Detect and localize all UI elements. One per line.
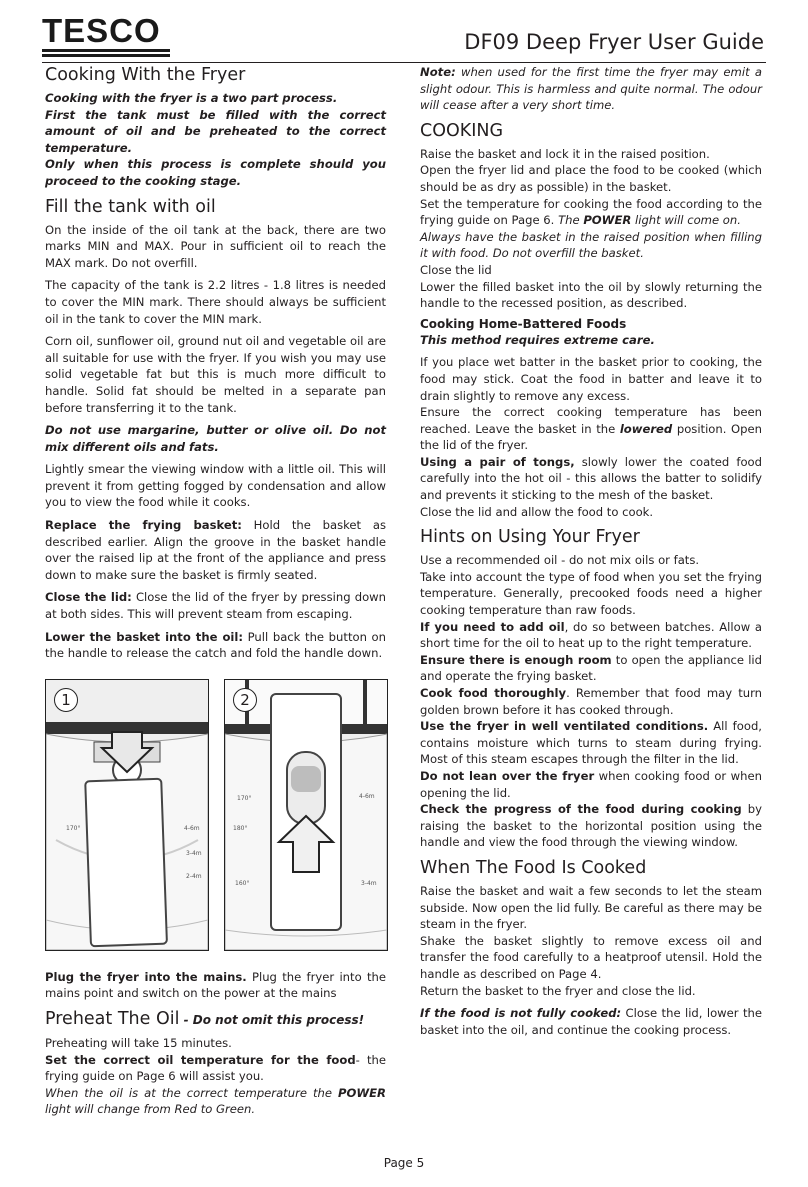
paragraph: Always have the basket in the raised position when filling it with food. Do not overfill the basket. <box>420 229 762 261</box>
intro-line: Only when this process is complete should you proceed to the cooking stage. <box>45 157 386 188</box>
step-text: - the frying guide on Page 6 will assist you. <box>45 1052 386 1084</box>
paragraph: Shake the basket slightly to remove excess oil and transfer the food carefully to a heatproof utensil. Hold the handle as described on Page 4. <box>420 933 762 981</box>
scale-label: 4-6m <box>359 792 375 800</box>
scale-label: 3-4m <box>361 879 377 887</box>
logo-stripes <box>42 49 172 57</box>
heading-cooking: COOKING <box>420 120 504 141</box>
step-label: Close the lid: <box>45 590 132 605</box>
paragraph: Corn oil, sunflower oil, ground nut oil and vegetable oil are all suitable for use with the fryer. If you wish you may use solid vegetable fat but this is much more difficult to handle. Solid fat should be melted in a separate pan before transferring it to the tank. <box>45 334 386 415</box>
tesco-logo <box>42 14 172 58</box>
fryer-handle-illustration-2 <box>225 680 387 950</box>
figure-2 <box>224 679 388 951</box>
paragraph <box>45 969 386 1002</box>
heading-subtext: - Do not omit this process! <box>179 1013 365 1027</box>
note <box>420 64 762 114</box>
step-text: Close the lid of the fryer by pressing down at both sides. This will prevent steam from escaping. <box>45 590 387 622</box>
paragraph <box>45 629 386 662</box>
intro-line: Cooking with the fryer is a two part process. <box>45 91 338 105</box>
paragraph: Use the fryer in well ventilated conditions. All food, contains moisture which turns to steam during frying. Most of this steam escapes through the filter in the lid. <box>420 719 762 767</box>
paragraph: When the oil is at the correct temperature the POWER light will change from Red to Green. <box>45 1085 386 1117</box>
paragraph: Take into account the type of food when you set the frying temperature. Generally, precooked foods need a higher cooking temperature than raw foods. <box>420 569 762 618</box>
heading-preheat: Preheat The Oil - Do not omit this process! <box>45 1009 365 1029</box>
scale-label: 4-6m <box>184 824 200 832</box>
step-text: Pull back the button on the handle to release the catch and fold the handle down. <box>45 629 386 661</box>
paragraph: Cook food thoroughly. Remember that food may turn golden brown before it has cooked through. <box>420 686 762 717</box>
scale-label: 180° <box>233 824 248 832</box>
figure-number: 2 <box>233 688 257 712</box>
power-label: POWER <box>338 1085 386 1100</box>
intro-line: First the tank must be filled with the correct amount of oil and be preheated to the correct temperature. <box>45 107 386 155</box>
paragraph: Lightly smear the viewing window with a little oil. This will prevent it from getting fogged by condensation and allow you to view the food while it cooks. <box>45 462 386 510</box>
paragraph: Return the basket to the fryer and close the lid. <box>420 983 696 998</box>
left-column <box>45 64 386 1118</box>
paragraph: If the food is not fully cooked: Close the lid, lower the basket into the oil, and continue the cooking process. <box>420 1006 762 1037</box>
step-label: Set the correct oil temperature for the food <box>45 1052 356 1067</box>
heading-cooking-with-fryer: Cooking With the Fryer <box>45 65 246 85</box>
step-text: Hold the basket as described earlier. Align the groove in the basket handle over the raised lip at the front of the appliance and press down to make sure the basket is firmly seated. <box>45 518 386 582</box>
paragraph: Using a pair of tongs, slowly lower the coated food carefully into the hot oil - this allows the batter to solidify and prevents it sticking to the mesh of the basket. <box>420 454 762 503</box>
paragraph: Lower the filled basket into the oil by slowly returning the handle to the recessed position, as described. <box>420 279 762 311</box>
document-title: DF09 Deep Fryer User Guide <box>464 30 764 54</box>
step-text: Plug the fryer into the mains point and switch on the power at the mains <box>45 969 386 1001</box>
step-label: Using a pair of tongs, <box>420 454 575 469</box>
paragraph: Ensure there is enough room to open the appliance lid and operate the frying basket. <box>420 652 762 684</box>
paragraph: Raise the basket and wait a few seconds to let the steam subside. Now open the lid fully. Be careful as there may be steam in the fryer. <box>420 883 762 932</box>
heading-food-cooked: When The Food Is Cooked <box>420 857 647 878</box>
paragraph: If you need to add oil, do so between batches. Allow a short time for the oil to heat up to the right temperature. <box>420 619 762 651</box>
figure-number: 1 <box>54 688 78 712</box>
heading-battered: Cooking Home-Battered Foods <box>420 316 627 331</box>
note-text: when used for the first time the fryer may emit a slight odour. This is harmless and quite normal. The odour will cease after a very short time. <box>420 65 762 113</box>
illustrations <box>45 679 386 949</box>
paragraph: Check the progress of the food during cooking by raising the basket to the horizontal position using the handle and view the food through the viewing window. <box>420 802 763 850</box>
subheading: This method requires extreme care. <box>420 332 655 347</box>
scale-label: 170° <box>66 824 81 832</box>
paragraph: Raise the basket and lock it in the raised position. <box>420 146 710 161</box>
scale-label: 2-4m <box>186 872 202 880</box>
right-column <box>420 64 762 1038</box>
paragraph: If you place wet batter in the basket prior to cooking, the food may stick. Coat the food in batter and leave it to drain slightly to remove any excess. <box>420 355 762 403</box>
paragraph: Open the fryer lid and place the food to be cooked (which should be as dry as possible) in the basket. <box>420 163 762 194</box>
paragraph: On the inside of the oil tank at the back, there are two marks MIN and MAX. Pour in sufficient oil to reach the MAX mark. Do not overfill. <box>45 222 386 270</box>
fryer-handle-illustration-1 <box>46 680 208 950</box>
note-label: Note: <box>420 65 456 79</box>
paragraph <box>45 589 386 622</box>
scale-label: 170° <box>237 794 252 802</box>
paragraph: Close the lid and allow the food to cook. <box>420 504 654 519</box>
heading-fill-tank: Fill the tank with oil <box>45 196 216 217</box>
paragraph <box>45 1052 386 1085</box>
warning-text: Do not use margarine, butter or olive oil. Do not mix different oils and fats. <box>45 423 386 454</box>
scale-label: 160° <box>235 879 250 887</box>
paragraph: The capacity of the tank is 2.2 litres - 1.8 litres is needed to cover the MIN mark. There should always be sufficient oil in the tank to cover the MIN mark. <box>45 278 386 326</box>
heading-hints: Hints on Using Your Fryer <box>420 527 640 548</box>
step-label: Replace the frying basket: <box>45 518 242 533</box>
step-label: Lower the basket into the oil: <box>45 629 243 644</box>
paragraph: Preheating will take 15 minutes. <box>45 1036 232 1050</box>
paragraph: Use a recommended oil - do not mix oils or fats. <box>420 553 700 568</box>
power-label: POWER <box>583 213 632 228</box>
paragraph: Close the lid <box>420 262 492 277</box>
paragraph: Set the temperature for cooking the food according to the frying guide on Page 6. The POWER light will come on. <box>420 196 762 228</box>
scale-label: 3-4m <box>186 849 202 857</box>
step-label: Plug the fryer into the mains. <box>45 969 247 984</box>
paragraph <box>45 517 386 583</box>
figure-1 <box>45 679 209 951</box>
brand-name: TESCO <box>42 12 161 49</box>
paragraph: Do not lean over the fryer when cooking food or when opening the lid. <box>420 768 762 800</box>
paragraph: Ensure the correct cooking temperature has been reached. Leave the basket in the lowered position. Open the lid of the fryer. <box>420 405 762 453</box>
header-rule <box>42 62 766 63</box>
page-number: Page 5 <box>383 1156 425 1170</box>
